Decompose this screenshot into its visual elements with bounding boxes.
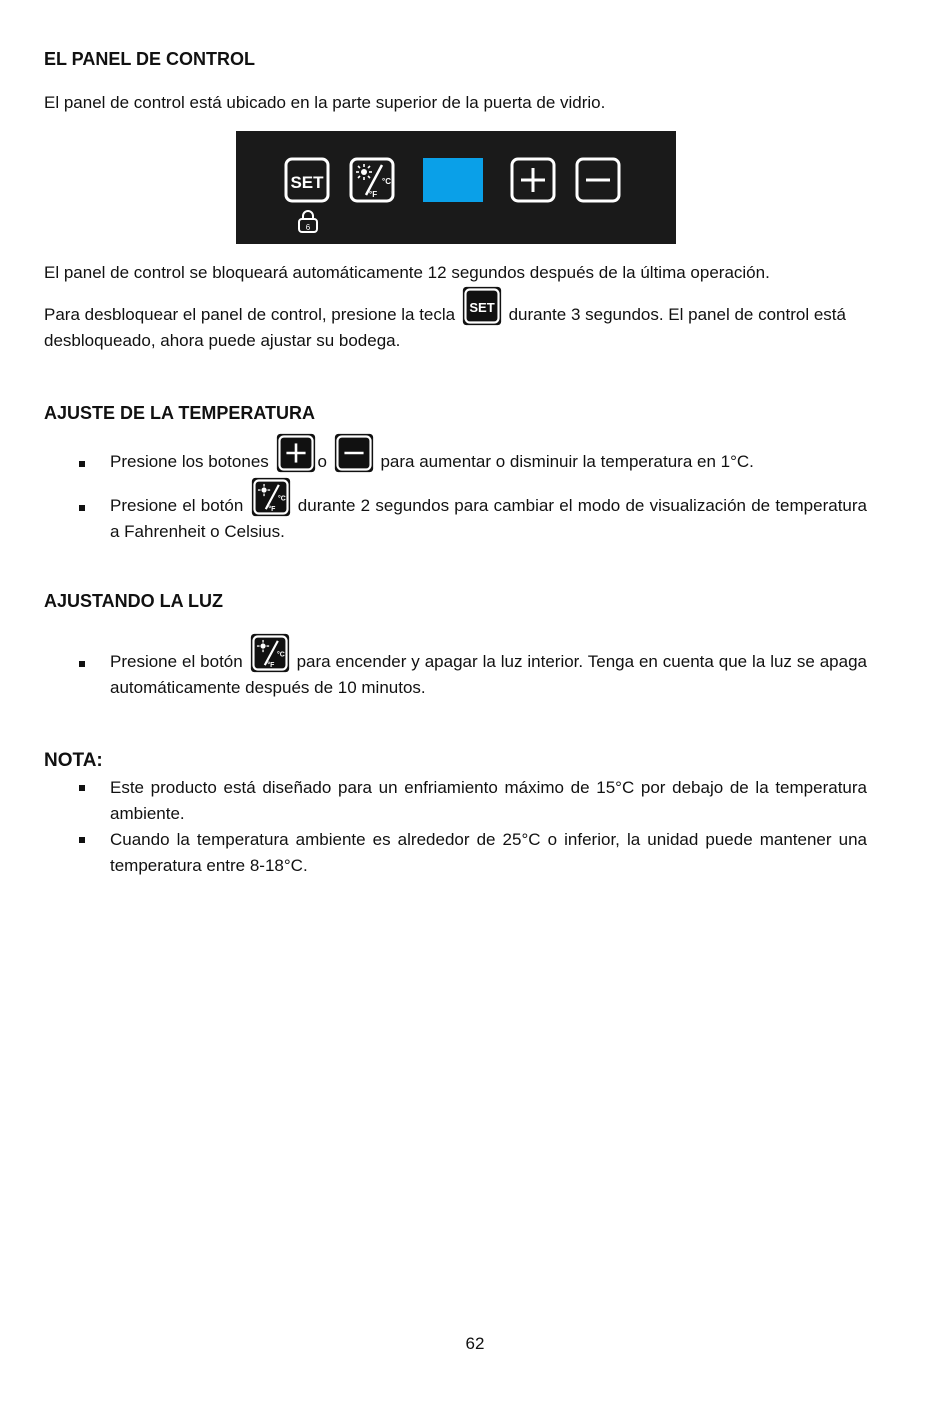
- lock-label: 6: [305, 223, 311, 232]
- bullet: [79, 661, 85, 667]
- light-list: [44, 633, 867, 701]
- set-button: [284, 157, 330, 203]
- section-title-control-panel: EL PANEL DE CONTROL: [44, 49, 256, 69]
- svg-text:°C: °C: [382, 177, 391, 186]
- list-item: Cuando la temperatura ambiente es alrededor de 25°C o inferior, la unidad puede mantener una temperatura entre 8-18°C.: [44, 827, 867, 879]
- unlock-text: [44, 286, 867, 354]
- section-title-light: AJUSTANDO LA LUZ: [44, 591, 223, 611]
- set-icon: [284, 157, 330, 203]
- temperature-display: [423, 158, 483, 202]
- lock-icon: [294, 207, 322, 235]
- bullet: [79, 785, 85, 791]
- plus-icon: [510, 157, 556, 203]
- svg-text:°F: °F: [369, 190, 378, 199]
- light-unit-icon: [250, 633, 290, 673]
- svg-text:°C: °C: [276, 651, 285, 659]
- section-title-temperature: AJUSTE DE LA TEMPERATURA: [44, 403, 316, 423]
- plus-button: [510, 157, 556, 203]
- plus-icon: [276, 433, 316, 473]
- minus-icon: [334, 433, 374, 473]
- unlock-text-before: Para desbloquear el panel de control, presione la tecla: [44, 305, 456, 324]
- list-item: Presione los botones o para aumentar o disminuir la temperatura en 1°C.: [44, 433, 867, 475]
- control-panel-intro: El panel de control está ubicado en la parte superior de la puerta de vidrio.: [44, 93, 606, 112]
- light-unit-icon: [251, 477, 291, 517]
- list-item: Presione el botón °C °F para encender y apagar la luz interior. Tenga en cuenta que la luz se apaga automáticamente después de 10 minutos.: [44, 633, 867, 701]
- bullet: [79, 461, 85, 467]
- unlock-text-after: durante 3 segundos. El panel de control está desbloqueado, ahora puede ajustar su bodega.: [44, 305, 846, 350]
- list-item: Este producto está diseñado para un enfriamiento máximo de 15°C por debajo de la temperatura ambiente.: [44, 775, 867, 827]
- svg-text:°C: °C: [277, 495, 286, 503]
- control-panel-image: [236, 131, 676, 244]
- note-list: [44, 775, 867, 879]
- light-unit-icon: [349, 157, 395, 203]
- bullet: [79, 837, 85, 843]
- set-icon: [462, 286, 502, 326]
- minus-icon: [575, 157, 621, 203]
- light-unit-button: [349, 157, 395, 203]
- bullet: [79, 505, 85, 511]
- minus-button: [575, 157, 621, 203]
- page-number: 62: [465, 1334, 485, 1353]
- list-item: Presione el botón °C °F durante 2 segundos para cambiar el modo de visualización de temperatura a Fahrenheit o Celsius.: [44, 477, 867, 545]
- svg-text:SET: SET: [469, 300, 495, 316]
- set-label: SET: [290, 173, 324, 192]
- auto-lock-text: El panel de control se bloqueará automáticamente 12 segundos después de la última operación.: [44, 263, 770, 282]
- section-title-note: NOTA:: [44, 750, 103, 771]
- svg-text:°F: °F: [267, 661, 275, 669]
- svg-text:°F: °F: [267, 505, 275, 513]
- temperature-list: [44, 433, 867, 545]
